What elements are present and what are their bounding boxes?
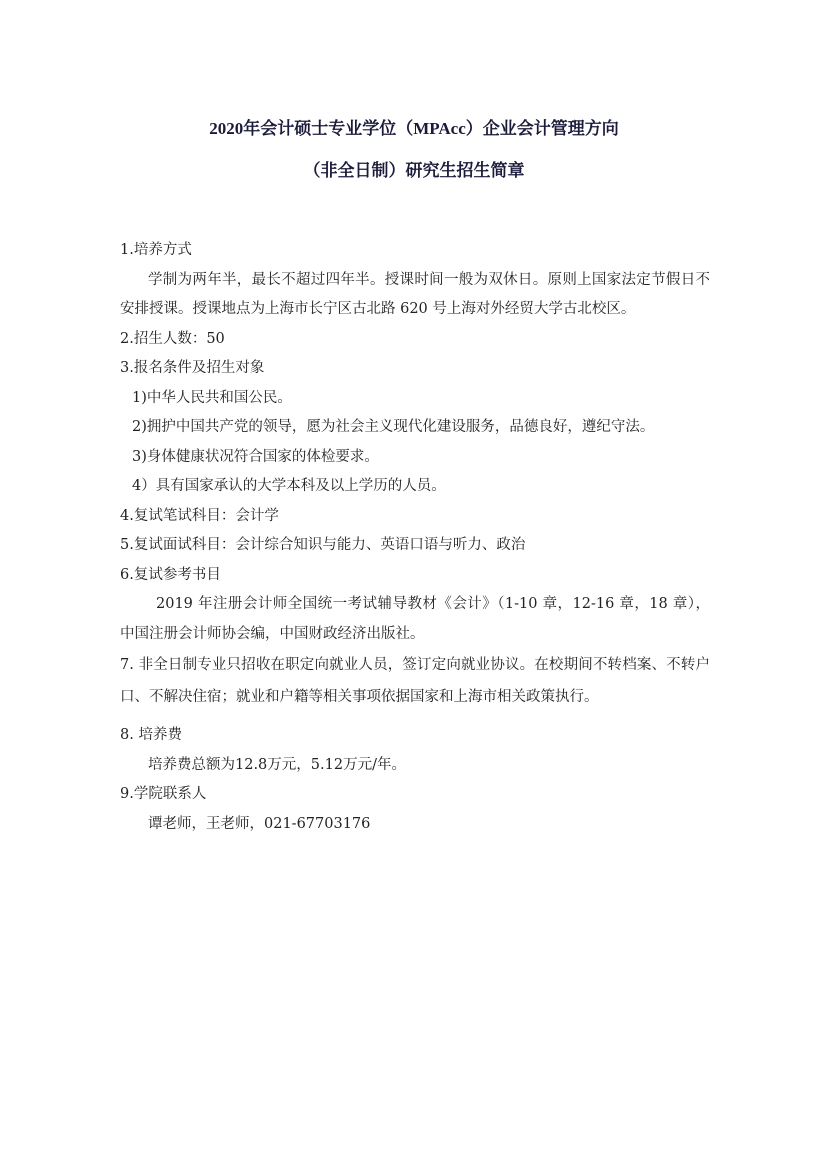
section-3-item-2: 2)拥护中国共产党的领导，愿为社会主义现代化建设服务，品德良好，遵纪守法。 [132,419,655,435]
section-9-heading: 9.学院联系人 [120,786,207,802]
section-6-heading: 6.复试参考书目 [120,566,221,583]
section-6-text: 2019 年注册会计师全国统一考试辅导教材《会计》（1-10 章，12-16 章，18 章），中国注册会计师协会编，中国财政经济出版社。 [120,596,710,642]
section-8-text: 培养费总额为12.8万元，5.12万元/年。 [148,756,406,773]
section-8-heading: 8. 培养费 [120,727,182,743]
section-3-item-3: 3)身体健康状况符合国家的体检要求。 [132,448,379,465]
section-3-heading: 3.报名条件及招生对象 [120,360,265,376]
section-1-text: 学制为两年半，最长不超过四年半。授课时间一般为双休日。原则上国家法定节假日不安排授课。授课地点为上海市长宁区古北路 620 号上海对外经贸大学古北校区。 [120,271,710,317]
section-7-text: 7. 非全日制专业只招收在职定向就业人员，签订定向就业协议。在校期间不转档案、不转户口、不解决住宿；就业和户籍等相关事项依据国家和上海市相关政策执行。 [120,657,710,705]
section-1-heading: 1.培养方式 [120,242,192,258]
section-5-heading: 5.复试面试科目：会计综合知识与能力、英语口语与听力、政治 [120,537,526,553]
section-9-text: 谭老师，王老师，021-67703176 [148,815,371,832]
title-line-2: （非全日制）研究生招生简章 [303,161,525,180]
section-3-item-4: 4）具有国家承认的大学本科及以上学历的人员。 [132,478,446,494]
section-3-item-1: 1)中华人民共和国公民。 [132,389,292,406]
section-2-heading: 2.招生人数：50 [120,330,225,347]
title-line-1: 2020年会计硕士专业学位（MPAcc）企业会计管理方向 [209,119,619,138]
section-4-heading: 4.复试笔试科目：会计学 [120,507,279,524]
document-body [120,236,710,839]
